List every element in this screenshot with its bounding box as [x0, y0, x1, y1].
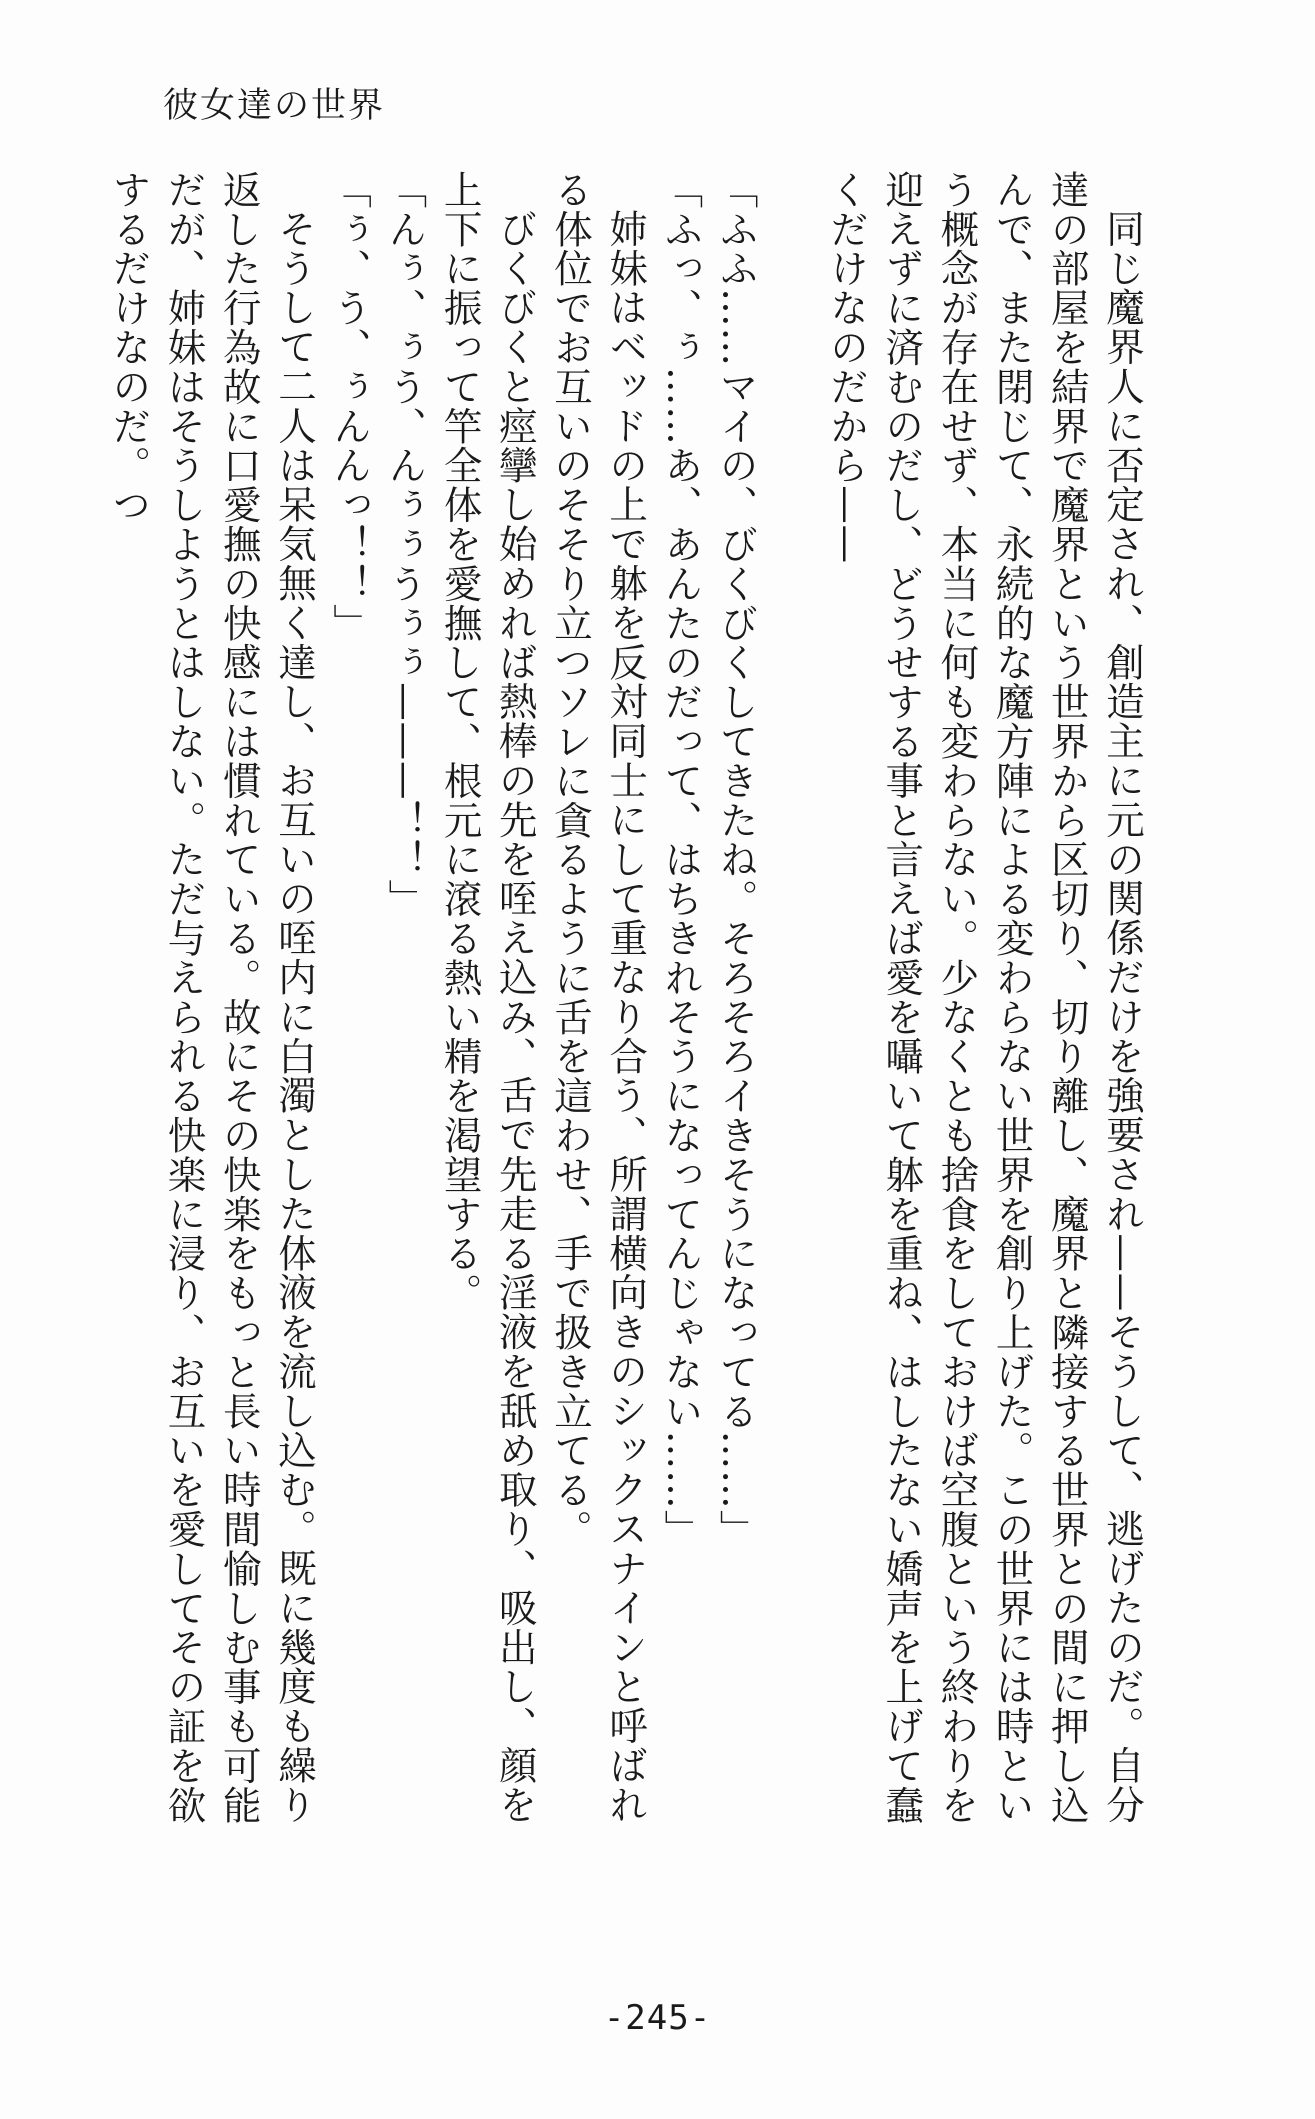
paragraph: 「ふふ……マイの、びくびくしてきたね。そろそろイきそうになってる……」 — [713, 170, 759, 1549]
running-head: 彼女達の世界 — [163, 86, 386, 126]
page-number: -245- — [603, 1998, 712, 2038]
paragraph: 「んぅ、ぅう、んぅぅうぅぅ———！！」 — [382, 170, 428, 919]
paragraph: そうして二人は呆気無く達し、お互いの咥内に白濁とした体液を流し込む。既に幾度も繰り返した行為故に口愛撫の快感には慣れている。故にその快楽をもっと長い時間愉しむ事も可能だが、姉妹はそうしようとはしない。ただ与えられる快楽に浸り、お互いを愛してその証を欲するだけなのだ。つ — [106, 170, 317, 1825]
paragraph: びくびくと痙攣し始めれば熱棒の先を咥え込み、舌で先走る淫液を舐め取り、吸出し、顔を上下に振って竿全体を愛撫して、根元に滾る熱い精を渇望する。 — [437, 170, 538, 1824]
paragraph: 「ぅ、う、ぅんんっ！！」 — [327, 170, 373, 643]
body-text — [106, 170, 1150, 1860]
paragraph: 姉妹はベッドの上で躰を反対同士にして重なり合う、所謂横向きのシックスナインと呼ばれる体位でお互いのそそり立つソレに貪るように舌を這わせ、手で扱き立てる。 — [547, 170, 649, 1824]
paragraph: 同じ魔界人に否定され、創造主に元の関係だけを強要され——そうして、逃げたのだ。自分達の部屋を結界で魔界という世界から区切り、切り離し、魔界と隣接する世界との間に押し込んで、また閉じて、永続的な魔方陣による変わらない世界を創り上げた。この世界には時という概念が存在せず、本当に何も変わらない。少なくとも捨食をしておけば空腹という終わりを迎えずに済むのだし、どうせする事と言えば愛を囁いて躰を重ね、はしたない嬌声を上げて蠢くだけなのだから—— — [823, 170, 1145, 1825]
paragraph: 「ふっ、ぅ……あ、あんたのだって、はちきれそうになってんじゃない……」 — [658, 170, 704, 1549]
blank-line — [764, 170, 819, 1860]
